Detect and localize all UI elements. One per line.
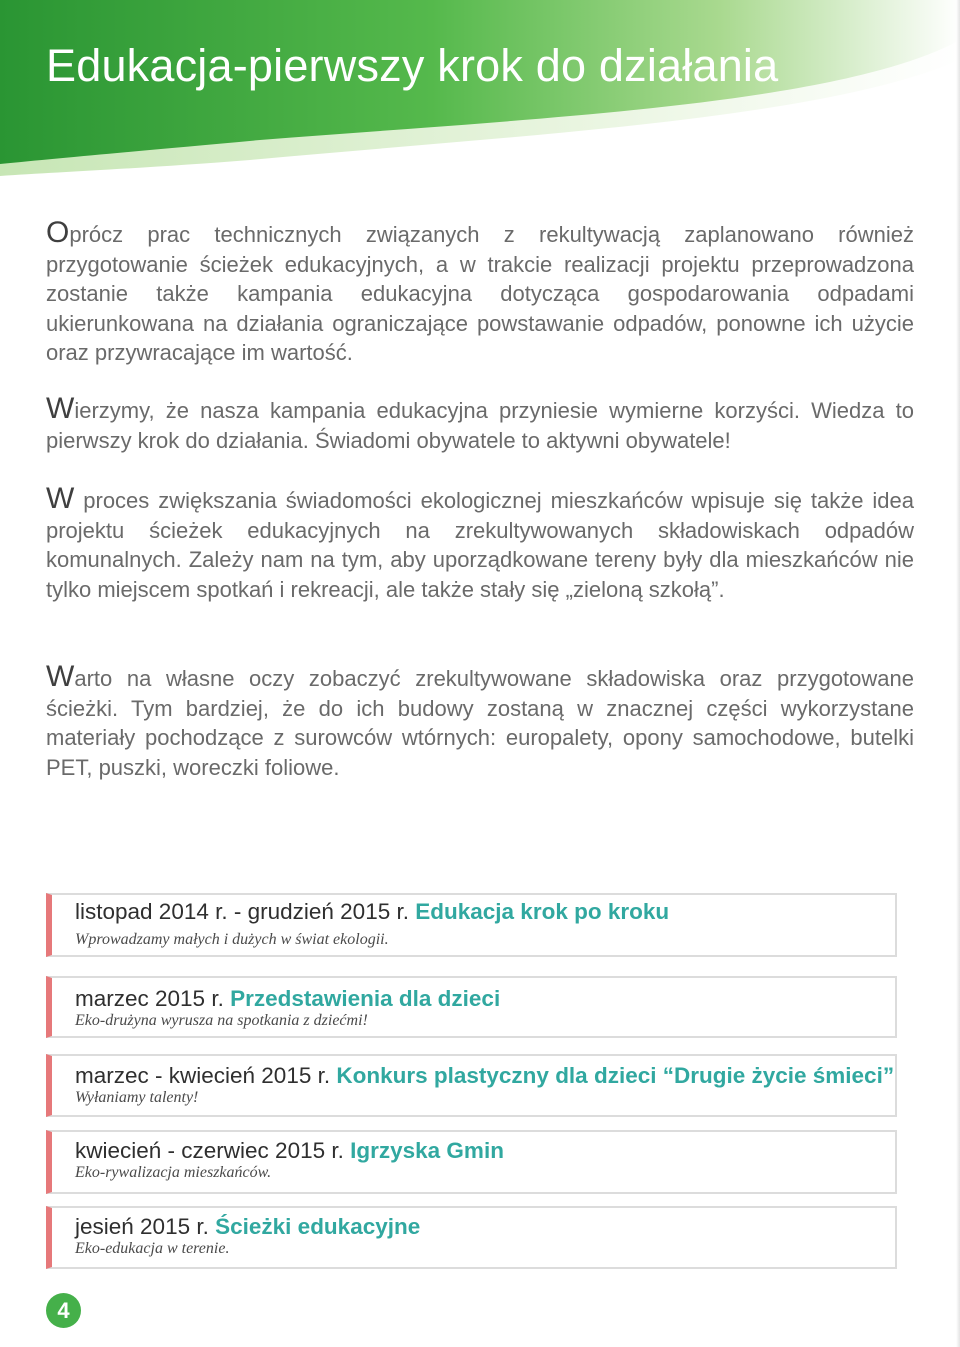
paragraph-text: prócz prac technicznych związanych z rekultywacją zaplanowano również przygotowanie ścieżek edukacyjnych, a w trakcie realizacji projektu przeprowadzona zostanie także kampania edukacyjna dotycząca gospodarowania odpadami ukierunkowana na działania ograniczające powstawanie odpadów, ponowne ich użycie oraz przywracające im wartość. — [46, 222, 914, 365]
event-item — [46, 893, 897, 957]
event-item — [46, 1130, 897, 1194]
event-title: Igrzyska Gmin — [350, 1138, 504, 1163]
header-banner — [0, 0, 960, 190]
event-item — [46, 1054, 897, 1117]
page-edge-shadow — [956, 0, 960, 1347]
event-heading — [75, 1214, 895, 1240]
event-subtitle: Eko-edukacja w terenie. — [75, 1240, 230, 1257]
event-heading — [75, 1138, 895, 1164]
paragraph-text: arto na własne oczy zobaczyć zrekultywowane składowiska oraz przygotowane ścieżki. Tym bardziej, że do ich budowy zostaną w znacznej części wykorzystane materiały pochodzące z surowców wtórnych: europalety, opony samochodowe, butelki PET, puszki, woreczki foliowe. — [46, 666, 914, 780]
event-title: Edukacja krok po kroku — [415, 899, 670, 924]
drop-initial: O — [46, 216, 70, 249]
paragraph-belief — [46, 394, 914, 455]
paragraph-intro — [46, 218, 914, 368]
event-date: jesień 2015 r. — [75, 1214, 209, 1239]
event-date: marzec 2015 r. — [75, 986, 224, 1011]
page-number-badge: 4 — [46, 1293, 81, 1328]
event-subtitle: Eko-drużyna wyrusza na spotkania z dziećmi! — [75, 1012, 368, 1029]
event-subtitle: Eko-rywalizacja mieszkańców. — [75, 1164, 272, 1181]
event-heading — [75, 1063, 895, 1089]
event-title: Ścieżki edukacyjne — [215, 1214, 421, 1239]
event-subtitle: Wyłaniamy talenty! — [75, 1089, 199, 1106]
event-date: marzec - kwiecień 2015 r. — [75, 1063, 331, 1088]
drop-initial: W — [46, 392, 75, 425]
event-item — [46, 976, 897, 1038]
paragraph-awareness — [46, 484, 914, 604]
drop-initial: W — [46, 660, 75, 693]
drop-initial: W — [46, 482, 75, 515]
event-heading — [75, 899, 895, 925]
header-wave-graphic — [0, 0, 960, 190]
event-date: kwiecień - czerwiec 2015 r. — [75, 1138, 344, 1163]
event-date: listopad 2014 r. - grudzień 2015 r. — [75, 899, 409, 924]
paragraph-text: ierzymy, że nasza kampania edukacyjna przyniesie wymierne korzyści. Wiedza to pierwszy krok do działania. Świadomi obywatele to aktywni obywatele! — [46, 398, 914, 453]
event-title: Przedstawienia dla dzieci — [230, 986, 501, 1011]
page-title: Edukacja-pierwszy krok do działania — [46, 40, 779, 91]
event-item — [46, 1206, 897, 1269]
paragraph-text: proces zwiększania świadomości ekologicznej mieszkańców wpisuje się także idea projektu ścieżek edukacyjnych na zrekultywowanych składowiskach odpadów komunalnych. Zależy nam na tym, aby uporządkowane tereny były dla mieszkańców nie tylko miejscem spotkań i rekreacji, ale także stały się „zieloną szkołą”. — [46, 488, 914, 602]
event-heading — [75, 986, 895, 1012]
event-subtitle: Wprowadzamy małych i dużych w świat ekologii. — [75, 931, 389, 948]
event-title: Konkurs plastyczny dla dzieci “Drugie życie śmieci” — [336, 1063, 895, 1088]
paragraph-materials — [46, 662, 914, 782]
